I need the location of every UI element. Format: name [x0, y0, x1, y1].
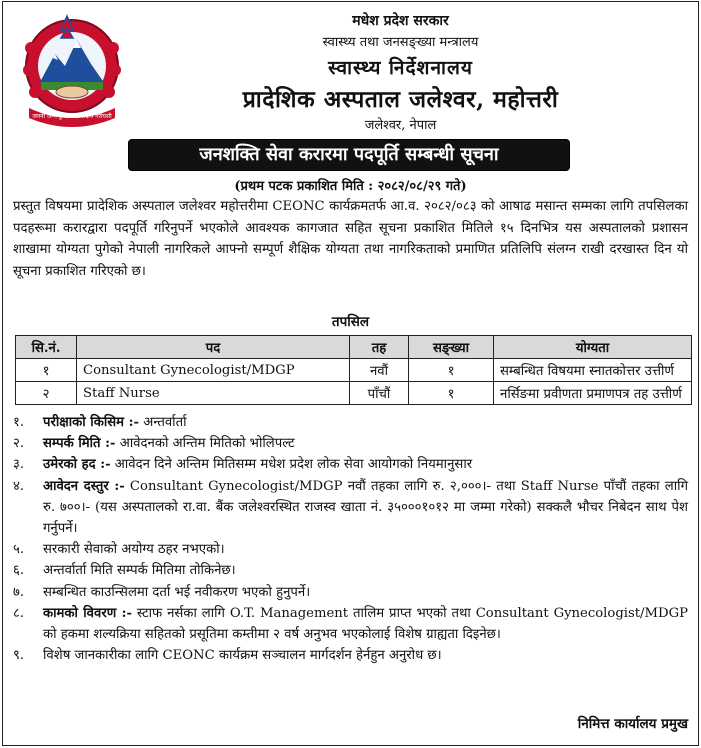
condition-label: सम्पर्क मिति :-	[43, 436, 116, 452]
cell-post: Staff Nurse	[77, 382, 350, 405]
conditions-list	[13, 412, 688, 666]
cell-count: १	[409, 382, 494, 405]
condition-text: सम्बन्धित काउन्सिलमा दर्ता भई नवीकरण भएको हुनुपर्ने।	[43, 584, 311, 600]
notice-page	[2, 1, 699, 746]
condition-number: ६.	[13, 563, 25, 579]
condition-text: स्टाफ नर्सका लागि O.T. Management तालिम प्राप्त भएको तथा Consultant Gynecologist/MDGP को हकमा शल्यक्रिया सहितको प्रसूतिमा कम्तीमा २ वर्ष अनुभव भएकोलाई विशेष ग्राह्यता दिइनेछ।	[43, 605, 688, 643]
condition-text: Consultant Gynecologist/MDGP नवौं तहका लागि रु. २,०००।- तथा Staff Nurse पाँचौं तहका लागि रु. ७००।- (यस अस्पतालको रा.वा. बैंक जलेश्वरस्थित राजस्व खाता नं. ३५०००१०१२ मा जम्मा गरेको) सक्कलै भौचर निबेदन साथ पेश गर्नुपर्ने।	[43, 478, 688, 537]
condition-number: ७.	[13, 584, 25, 600]
condition-number: ३.	[13, 457, 25, 473]
header-directorate: स्वास्थ्य निर्देशनालय	[328, 57, 473, 79]
condition-number: ८.	[13, 605, 25, 621]
condition-label: परीक्षाको किसिम :-	[43, 415, 139, 430]
cell-post: Consultant Gynecologist/MDGP	[77, 359, 350, 382]
header-hospital: प्रादेशिक अस्पताल जलेश्वर, महोत्तरी	[242, 86, 559, 113]
condition-label: उमेरको हद :-	[43, 457, 111, 473]
list-item	[13, 476, 688, 540]
header-ministry: स्वास्थ्य तथा जनसङ्ख्या मन्त्रालय	[322, 35, 479, 50]
cell-sn: १	[16, 359, 77, 382]
col-post: पद	[77, 336, 350, 359]
posts-table	[15, 335, 692, 405]
condition-number: ५.	[13, 542, 25, 558]
tapsil-label: तपसिल	[331, 314, 370, 330]
condition-number: २.	[13, 436, 25, 452]
condition-label: कामको विवरण :-	[43, 605, 132, 621]
nepal-emblem-icon	[17, 8, 127, 128]
list-item	[13, 433, 688, 454]
list-item	[13, 454, 688, 475]
condition-text: अन्तर्वार्ता	[139, 415, 187, 430]
cell-level: पाँचौं	[350, 382, 409, 405]
header-province: मधेश प्रदेश सरकार	[352, 13, 449, 29]
condition-label: आवेदन दस्तुर :-	[43, 478, 125, 494]
condition-number: १.	[13, 415, 25, 430]
condition-text: आवेदन दिने अन्तिम मितिसम्म मधेश प्रदेश लोक सेवा आयोगको नियमानुसार	[110, 457, 473, 473]
condition-text: आवेदनको अन्तिम मितिको भोलिपल्ट	[115, 436, 295, 452]
intro-paragraph: प्रस्तुत विषयमा प्रादेशिक अस्पताल जलेश्वर महोत्तरीमा CEONC कार्यक्रमतर्फ आ.व. २०८२/०८३ को आषाढ मसान्त सम्मका लागि तपसिलका पदहरूमा करारद्वारा पदपूर्ति गरिनुपर्ने भएकोले आवश्यक कागजात सहित सूचना प्रकाशित मितिले १५ दिनभित्र यस अस्पतालको प्रशासन शाखामा योग्यता पुगेको नेपाली नागरिकले आफ्नो सम्पूर्ण शैक्षिक योग्यता तथा नागरिकताको प्रमाणित प्रतिलिपि संलग्न राखी दरखास्त दिन यो सूचना प्रकाशित गरिएको छ।	[13, 199, 688, 279]
list-item	[13, 582, 688, 603]
condition-text: सरकारी सेवाको अयोग्य ठहर नभएको।	[43, 542, 225, 558]
table-header-row	[16, 336, 692, 359]
cell-qualification: सम्बन्धित विषयमा स्नातकोत्तर उत्तीर्ण	[494, 359, 692, 382]
table-row	[16, 382, 692, 405]
col-sn: सि.नं.	[16, 336, 77, 359]
list-item	[13, 539, 688, 560]
list-item	[13, 645, 688, 666]
list-item	[13, 603, 688, 645]
col-count: सङ्ख्या	[409, 336, 494, 359]
notice-title: जनशक्ति सेवा करारमा पदपूर्ति सम्बन्धी सूचना	[128, 139, 570, 171]
condition-number: ४.	[13, 478, 25, 494]
cell-level: नवौं	[350, 359, 409, 382]
cell-sn: २	[16, 382, 77, 405]
condition-text: अन्तर्वार्ता मिति सम्पर्क मितिमा तोकिनेछ।	[43, 563, 236, 579]
col-qualification: योग्यता	[494, 336, 692, 359]
col-level: तह	[350, 336, 409, 359]
published-date: (प्रथम पटक प्रकाशित मिति : २०८२/०८/२९ गते)	[234, 179, 467, 194]
condition-number: ९.	[13, 648, 25, 664]
list-item	[13, 560, 688, 581]
header-location: जलेश्वर, नेपाल	[364, 118, 437, 133]
list-item	[13, 412, 688, 433]
condition-text: विशेष जानकारीका लागि CEONC कार्यक्रम सञ्चालन मार्गदर्शन हेर्नहुन अनुरोध छ।	[43, 648, 442, 664]
cell-qualification: नर्सिङमा प्रवीणता प्रमाणपत्र तह उत्तीर्ण	[494, 382, 692, 405]
signature: निमित्त कार्यालय प्रमुख	[577, 716, 688, 732]
emblem-ribbon-text: जननी जन्मभूमिश्च स्वर्गादपि गरीयसी	[32, 113, 112, 120]
table-row	[16, 359, 692, 382]
cell-count: १	[409, 359, 494, 382]
